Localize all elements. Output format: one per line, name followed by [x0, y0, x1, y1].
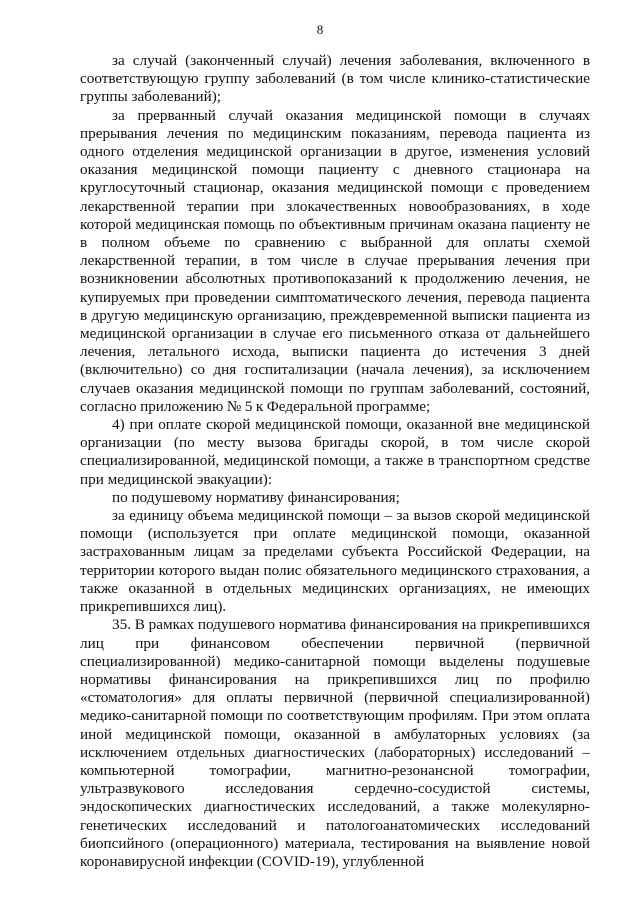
page-number: 8 — [316, 22, 324, 37]
paragraph-per-capita: по подушевому нормативу финансирования; — [112, 488, 400, 506]
paragraph-emergency-care: 4) при оплате скорой медицинской помощи, оказанной вне медицинской организации (по месту вызова бригады скорой, в том числе скорой специализированной, медицинской помощи, а также в транспортном средстве при медицинской эвакуации): — [80, 416, 590, 488]
paragraph-completed-case: за случай (законченный случай) лечения заболевания, включенного в соответствующую группу заболеваний (в том числе клинико-статистические группы заболеваний); — [80, 52, 590, 106]
paragraph-per-unit: за единицу объема медицинской помощи – за вызов скорой медицинской помощи (используется при оплате медицинской помощи, оказанной застрахованным лицам за пределами субъекта Российской Федерации, на территории которого выдан полис обязательного медицинского страхования, а также оказанной в отдельных медицинских организациях, не имеющих прикрепившихся лиц). — [80, 507, 590, 616]
paragraph-item-35: 35. В рамках подушевого норматива финансирования на прикрепившихся лиц при финансовом обеспечении первичной (первичной специализированной) медико-санитарной помощи выделены подушевые нормативы финансирования на прикрепившихся лиц по профилю «стоматология» для оплаты первичной (первичной специализированной) медико-санитарной помощи по соответствующим профилям. При этом оплата иной медицинской помощи, оказанной в амбулаторных условиях (за исключением отдельных диагностических (лабораторных) исследований – компьютерной томографии, магнитно-резонансной томографии, ультразвукового исследования сердечно-сосудистой системы, эндоскопических диагностических исследований, а также молекулярно-генетических исследований и патологоанатомических исследований биопсийного (операционного) материала, тестирования на выявление новой коронавирусной инфекции (COVID-19), углубленной — [80, 616, 590, 870]
document-body — [80, 52, 590, 871]
paragraph-interrupted-case: за прерванный случай оказания медицинской помощи в случаях прерывания лечения по медицинским показаниям, перевода пациента из одного отделения медицинской организации в другое, изменения условий оказания медицинской помощи пациенту с дневного стационара на круглосуточный стационар, оказания медицинской помощи с проведением лекарственной терапии при злокачественных новообразованиях, в ходе которой медицинская помощь по объективным причинам оказана пациенту не в полном объеме по сравнению с выбранной для оплаты схемой лекарственной терапии, в том числе в случае прерывания лечения при возникновении абсолютных противопоказаний к продолжению лечения, не купируемых при проведении симптоматического лечения, перевода пациента в другую медицинскую организацию, преждевременной выписки пациента из медицинской организации в случае его письменного отказа от дальнейшего лечения, летального исхода, выписки пациента до истечения 3 дней (включительно) со дня госпитализации (начала лечения), за исключением случаев оказания медицинской помощи по группам заболеваний, состояний, согласно приложению № 5 к Федеральной программе; — [80, 106, 590, 415]
